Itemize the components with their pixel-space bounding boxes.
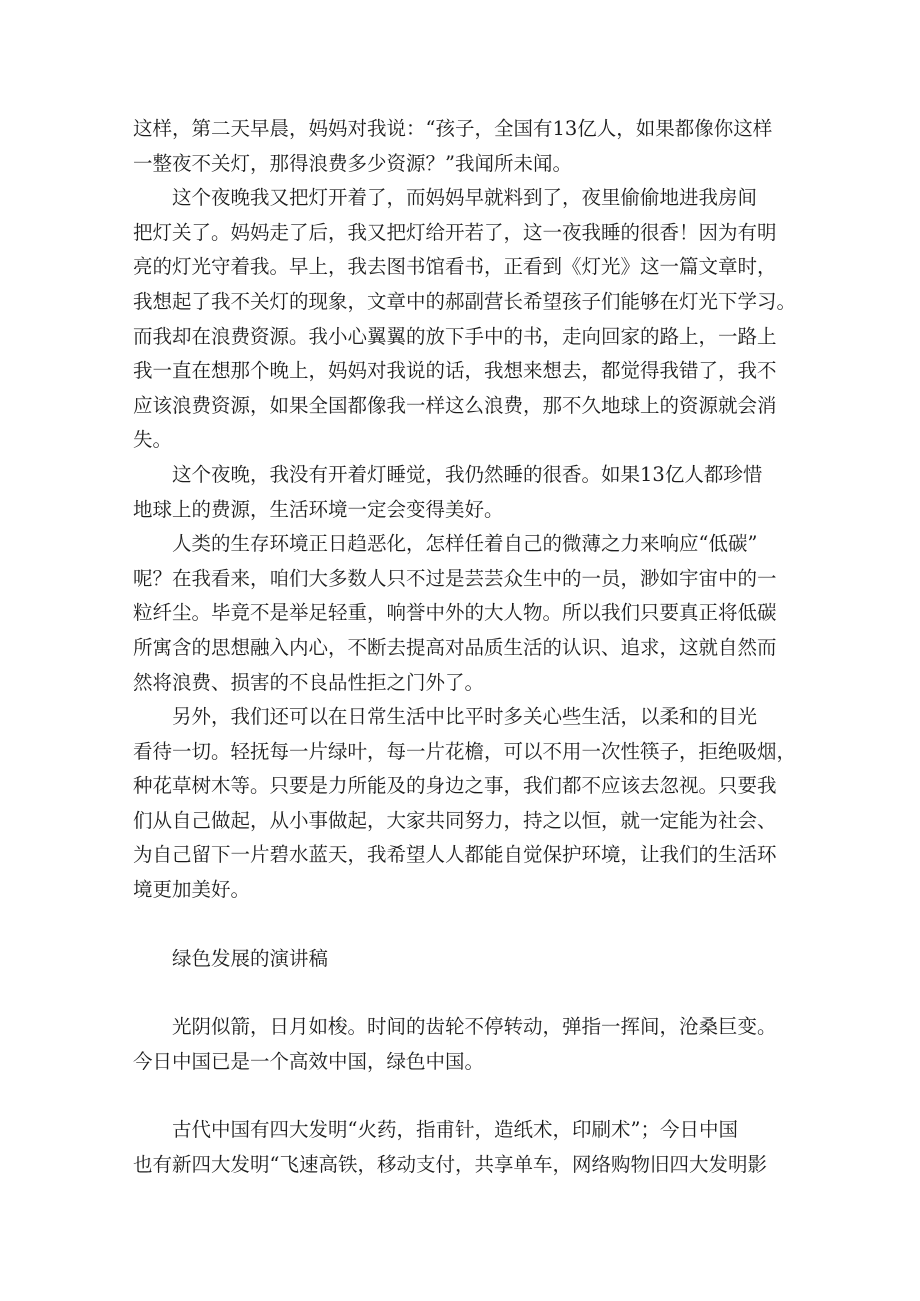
text-line: 这个夜晚，我没有开着灯睡觉，我仍然睡的很香。如果13亿人都珍惜 bbox=[172, 462, 763, 486]
text-line: 一整夜不关灯，那得浪费多少资源？”我闻所未闻。 bbox=[133, 151, 572, 175]
text-line: 失。 bbox=[133, 428, 173, 452]
text-line: 粒纤尘。毕竟不是举足轻重，响誉中外的大人物。所以我们只要真正将低碳 bbox=[133, 601, 777, 625]
paragraph bbox=[133, 1010, 798, 1079]
text-line: 呢？在我看来，咱们大多数人只不过是芸芸众生中的一员，渺如宇宙中的一 bbox=[133, 566, 777, 590]
text-line: 另外，我们还可以在日常生活中比平时多关心些生活，以柔和的目光 bbox=[172, 705, 758, 729]
paragraph bbox=[133, 458, 798, 527]
text-line: 这个夜晚我又把灯开着了，而妈妈早就料到了，夜里偷偷地进我房间 bbox=[172, 186, 758, 210]
paragraph bbox=[133, 527, 798, 700]
paragraph bbox=[133, 181, 798, 458]
blank-line bbox=[133, 1079, 798, 1113]
text-line: 今日中国已是一个高效中国，绿色中国。 bbox=[133, 1049, 485, 1073]
paragraph bbox=[133, 112, 798, 181]
text-line: 然将浪费、损害的不良品性拒之门外了。 bbox=[133, 670, 485, 694]
paragraph bbox=[133, 700, 798, 908]
text-line: 我想起了我不关灯的现象，文章中的郝副营长希望孩子们能够在灯光下学习。 bbox=[133, 289, 797, 313]
text-line: 应该浪费资源，如果全国都像我一样这么浪费，那不久地球上的资源就会消 bbox=[133, 393, 777, 417]
text-line: 地球上的费源，生活环境一定会变得美好。 bbox=[133, 497, 504, 521]
paragraph bbox=[133, 1113, 798, 1182]
section-heading: 绿色发展的演讲稿 bbox=[172, 946, 329, 970]
text-line: 也有新四大发明“飞速高铁，移动支付，共享单车，网络购物旧四大发明影 bbox=[133, 1153, 767, 1177]
text-line: 把灯关了。妈妈走了后，我又把灯给开若了，这一夜我睡的很香！因为有明 bbox=[133, 220, 777, 244]
text-line: 境更加美好。 bbox=[133, 878, 251, 902]
text-line: 而我却在浪费资源。我小心翼翼的放下手中的书，走向回家的路上，一路上 bbox=[133, 324, 777, 348]
text-line: 这样，第二天早晨，妈妈对我说：“孩子，全国有13亿人，如果都像你这样 bbox=[133, 117, 773, 140]
text-line: 种花草树木等。只要是力所能及的身边之事，我们都不应该去忽视。只要我 bbox=[133, 774, 777, 798]
text-line: 所寓含的思想融入内心，不断去提高对品质生活的认识、追求，这就自然而 bbox=[133, 635, 777, 659]
text-line: 古代中国有四大发明“火药，指甫针，造纸术，印刷术”；今日中国 bbox=[172, 1118, 738, 1142]
blank-line bbox=[133, 908, 798, 942]
blank-line bbox=[133, 976, 798, 1010]
document-body bbox=[133, 112, 798, 1183]
text-line: 为自己留下一片碧水蓝天，我希望人人都能自觉保护环境，让我们的生活环 bbox=[133, 843, 777, 867]
text-line: 光阴似箭，日月如梭。时间的齿轮不停转动，弹指一挥间，沧桑巨变。 bbox=[172, 1015, 777, 1039]
text-line: 亮的灯光守着我。早上，我去图书馆看书，正看到《灯光》这一篇文章时， bbox=[133, 255, 777, 279]
text-line: 看待一切。轻抚每一片绿叶，每一片花檐，可以不用一次性筷子，拒绝吸烟， bbox=[133, 739, 797, 763]
text-line: 们从自己做起，从小事做起，大家共同努力，持之以恒，就一定能为社会、 bbox=[133, 808, 777, 832]
text-line: 人类的生存环境正日趋恶化，怎样任着自己的微薄之力来响应“低碳” bbox=[172, 532, 758, 556]
text-line: 我一直在想那个晚上，妈妈对我说的话，我想来想去，都觉得我错了，我不 bbox=[133, 359, 777, 383]
